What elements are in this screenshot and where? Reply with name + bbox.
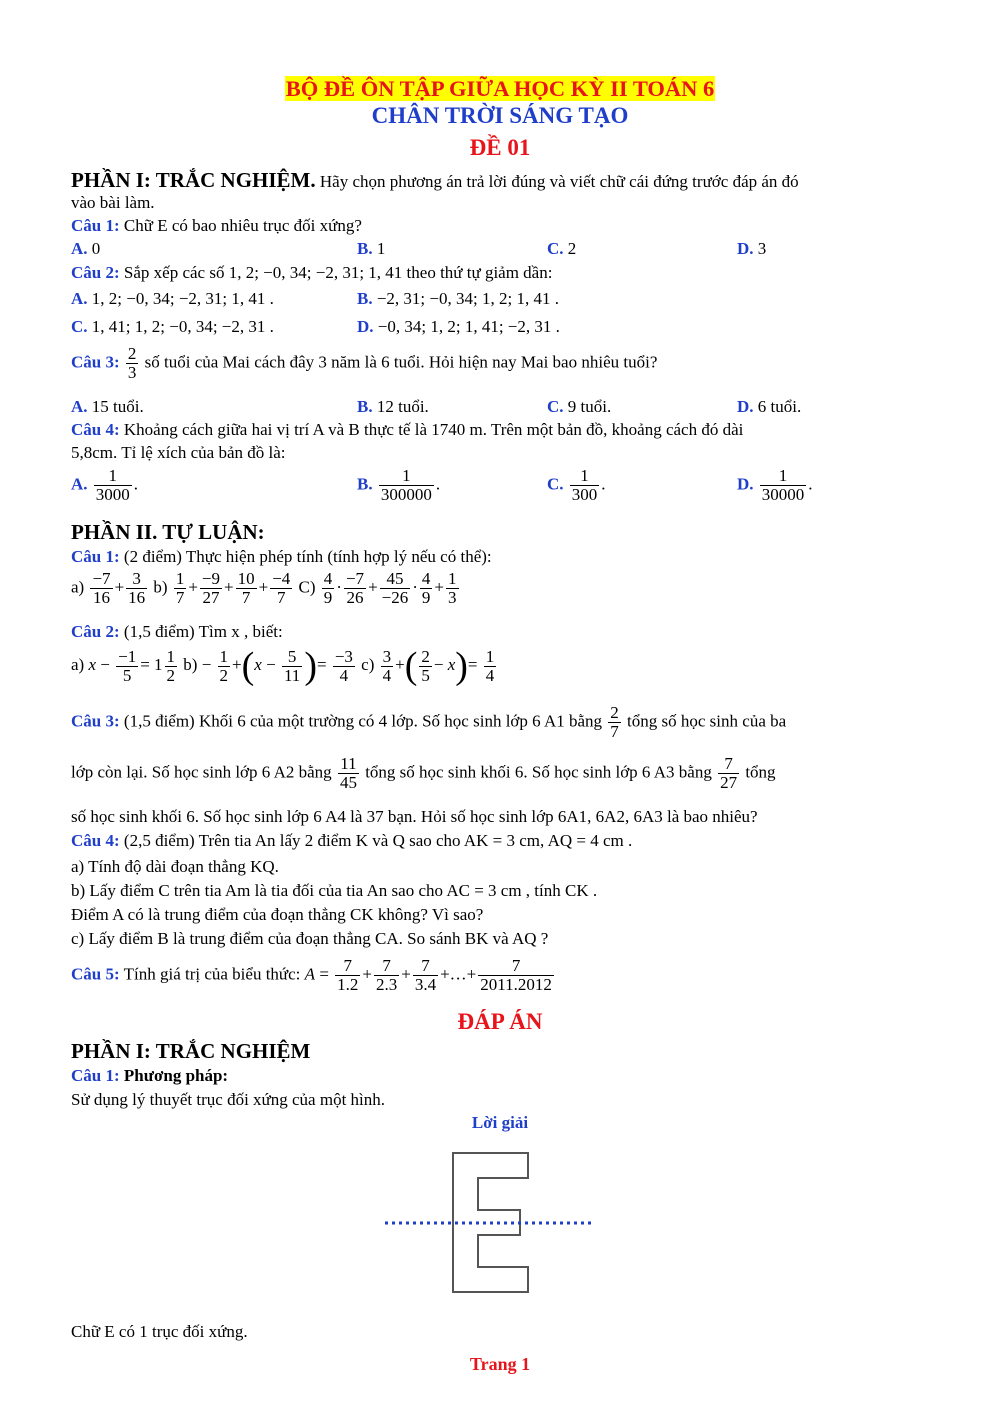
- essay-question-2: Câu 2: (1,5 điểm) Tìm x , biết:: [71, 622, 283, 641]
- q2-option-a: A. 1, 2; −0, 34; −2, 31; 1, 41 .: [71, 289, 274, 308]
- answer-q1-method: Câu 1: Phương pháp:: [71, 1066, 229, 1085]
- q1-option-c: C. 2: [547, 239, 577, 258]
- essay-q4-part-a: a) Tính độ dài đoạn thẳng KQ.: [71, 857, 279, 876]
- essay-q4-part-b: b) Lấy điểm C trên tia Am là tia đối của tia An sao cho AC = 3 cm , tính CK .: [71, 881, 598, 900]
- essay-question-3-cont: lớp còn lại. Số học sinh lớp 6 A2 bằng $\frac{11}{45}$ tổng số học sinh khối 6. Số học sinh lớp 6 A3 bằng $\frac{7}{27}$ tổng: [71, 754, 776, 792]
- essay-q4-part-c: c) Lấy điểm B là trung điểm của đoạn thẳng CA. So sánh BK và AQ ?: [71, 929, 549, 948]
- q2-option-c: C. 1, 41; 1, 2; −0, 34; −2, 31 .: [71, 317, 274, 336]
- question-2: Câu 2: Sắp xếp các số 1, 2; −0, 34; −2, 31; 1, 41 theo thứ tự giảm dần:: [71, 263, 553, 282]
- q1-option-a: A. 0: [71, 239, 101, 258]
- essay-q1-expressions: a) $\frac{-7}{16}$ + $\frac{3}{16}$ b) $\frac{1}{7}$ + $\frac{-9}{27}$ + $\frac{10}{7}$ + $\frac{-4}{7}$ C) $\frac{4}{9}$ · $\frac{-7}{26}$ + $\frac{45}{-26}$ · $\frac{4}{9}$ + $\frac{1}{3}$: [71, 569, 457, 607]
- essay-question-3: Câu 3: (1,5 điểm) Khối 6 của một trường có 4 lớp. Số học sinh lớp 6 A1 bằng $\frac{2}{7}$ tổng số học sinh của ba: [71, 703, 787, 741]
- question-4: Câu 4: Khoảng cách giữa hai vị trí A và B thực tế là 1740 m. Trên một bản đồ, khoảng cách đó dài: [71, 420, 744, 439]
- essay-question-1: Câu 1: (2 điểm) Thực hiện phép tính (tính hợp lý nếu có thể):: [71, 547, 492, 566]
- method-text: Sử dụng lý thuyết trục đối xứng của một hình.: [71, 1090, 386, 1109]
- document-subtitle: CHÂN TRỜI SÁNG TẠO: [371, 103, 629, 128]
- q1-option-d: D. 3: [737, 239, 767, 258]
- q2-option-d: D. −0, 34; 1, 2; 1, 41; −2, 31 .: [357, 317, 560, 336]
- q2-option-b: B. −2, 31; −0, 34; 1, 2; 1, 41 .: [357, 289, 559, 308]
- q4-option-a: A. $\frac{1}{3000}$ .: [71, 466, 139, 504]
- essay-q4-part-b2: Điểm A có là trung điểm của đoạn thẳng CK không? Vì sao?: [71, 905, 484, 924]
- document-title: BỘ ĐỀ ÔN TẬP GIỮA HỌC KỲ II TOÁN 6: [285, 76, 715, 101]
- part1-heading-line: PHẦN I: TRẮC NGHIỆM. Hãy chọn phương án trả lời đúng và viết chữ cái đứng trước đáp án đó: [71, 168, 799, 192]
- part1-instruction: vào bài làm.: [71, 193, 155, 212]
- q3-option-d: D. 6 tuổi.: [737, 397, 802, 416]
- q4-option-c: C. $\frac{1}{300}$ .: [547, 466, 606, 504]
- q3-option-a: A. 15 tuổi.: [71, 397, 144, 416]
- part2-heading: PHẦN II. TỰ LUẬN:: [71, 520, 265, 544]
- q1-option-b: B. 1: [357, 239, 386, 258]
- conclusion-text: Chữ E có 1 trục đối xứng.: [71, 1322, 248, 1341]
- essay-question-3-end: số học sinh khối 6. Số học sinh lớp 6 A4 là 37 bạn. Hỏi số học sinh lớp 6A1, 6A2, 6A3 là bao nhiêu?: [71, 807, 758, 826]
- q3-option-c: C. 9 tuổi.: [547, 397, 612, 416]
- exam-number: ĐỀ 01: [469, 135, 531, 160]
- answer-part1-heading: PHẦN I: TRẮC NGHIỆM: [71, 1039, 311, 1063]
- q3-option-b: B. 12 tuổi.: [357, 397, 429, 416]
- page-number: Trang 1: [469, 1354, 531, 1374]
- essay-question-5: Câu 5: Tính giá trị của biểu thức: A = $\frac{7}{1.2}$ + $\frac{7}{2.3}$ + $\frac{7}{3.4}$ +…+ $\frac{7}{2011.2012}$: [71, 956, 552, 994]
- essay-question-4: Câu 4: (2,5 điểm) Trên tia An lấy 2 điểm K và Q sao cho AK = 3 cm, AQ = 4 cm .: [71, 831, 633, 850]
- solution-label: Lời giải: [471, 1113, 529, 1132]
- question-1: Câu 1: Chữ E có bao nhiêu trục đối xứng?: [71, 216, 362, 235]
- question-3: Câu 3: $\frac{2}{3}$ số tuổi của Mai cách đây 3 năm là 6 tuổi. Hỏi hiện nay Mai bao nhiêu tuổi?: [71, 344, 658, 382]
- answer-heading: ĐÁP ÁN: [457, 1009, 543, 1034]
- question-4-cont: 5,8cm. Tỉ lệ xích của bản đồ là:: [71, 443, 286, 462]
- essay-q2-equations: a) x − $\frac{-1}{5}$ = 1 $\frac{1}{2}$ b) − $\frac{1}{2}$ +(x − $\frac{5}{11}$ )= $\frac{-3}{4}$ c) $\frac{3}{4}$ +( $\frac{2}{5}$ − x)= $\frac{1}{4}$: [71, 645, 495, 687]
- q4-option-b: B. $\frac{1}{300000}$ .: [357, 466, 441, 504]
- letter-e-figure: [380, 1148, 600, 1298]
- q4-option-d: D. $\frac{1}{30000}$ .: [737, 466, 813, 504]
